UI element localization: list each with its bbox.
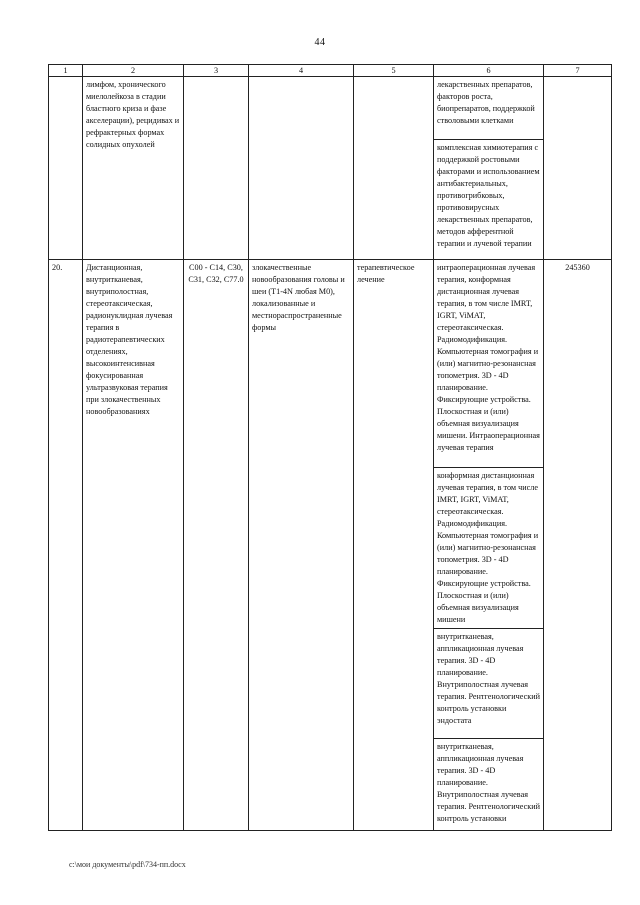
method-cell: интраоперационная лучевая терапия, конформная дистанционная лучевая терапия, в том числе IMRT, IGRT, ViMAT, стереотаксическая. Радиомодификация. Компьютерная томография и (или) магнитно-резонансная топометрия. 3D - 4D планирование. Фиксирующие устройства. Плоскостная и (или) объемная визуализация мишени. Интраоперационная лучевая терапия	[434, 260, 544, 468]
table-row	[49, 260, 612, 468]
method-cell: комплексная химиотерапия с поддержкой ростовыми факторами и использованием антибактериальных, противогрибковых, противовирусных лекарственных препаратов, методов афферентной терапии и лучевой терапии	[434, 140, 544, 260]
page-number: 44	[314, 37, 326, 48]
cost-cell: 245360	[544, 260, 612, 831]
header-row	[49, 65, 612, 77]
column-header-6: 6	[434, 65, 544, 77]
model-cell: злокачественные новообразования головы и шеи (T1-4N любая M0), локализованные и местнораспространенные формы	[249, 260, 354, 831]
column-header-3: 3	[184, 65, 249, 77]
method-cell: лекарственных препаратов, факторов роста, биопрепаратов, поддержкой стволовыми клетками	[434, 77, 544, 140]
name-cell: лимфом, хронического миелолейкоза в стадии бластного криза и фазе акселерации), рецидивах и рефрактерных формах солидных опухолей	[83, 77, 184, 260]
column-header-1: 1	[49, 65, 83, 77]
column-header-5: 5	[354, 65, 434, 77]
name-cell: Дистанционная, внутритканевая, внутриполостная, стереотаксическая, радионуклидная лучевая терапия в радиотерапевтических отделениях, высокоинтенсивная фокусированная ультразвуковая терапия при злокачественных новообразованиях	[83, 260, 184, 831]
model-cell	[249, 77, 354, 260]
column-header-7: 7	[544, 65, 612, 77]
icd-cell: C00 - C14, C30, C31, C32, C77.0	[184, 260, 249, 831]
method-cell: внутритканевая, аппликационная лучевая терапия. 3D - 4D планирование. Внутриполостная лучевая терапия. Рентгенологический контроль установки	[434, 739, 544, 831]
table-row	[49, 77, 612, 140]
medical-care-table	[48, 64, 612, 831]
icd-cell	[184, 77, 249, 260]
footer-file-path: c:\мои документы\pdf\734-пп.docx	[69, 860, 186, 869]
method-cell: конформная дистанционная лучевая терапия, в том числе IMRT, IGRT, ViMAT, стереотаксическая. Радиомодификация. Компьютерная томография и (или) магнитно-резонансная топометрия. 3D - 4D планирование. Фиксирующие устройства. Плоскостная и (или) объемная визуализация мишени	[434, 468, 544, 629]
treatment-cell: терапевтическое лечение	[354, 260, 434, 831]
cost-cell	[544, 77, 612, 260]
row-number-cell	[49, 77, 83, 260]
column-header-2: 2	[83, 65, 184, 77]
row-number-cell: 20.	[49, 260, 83, 831]
treatment-cell	[354, 77, 434, 260]
method-cell: внутритканевая, аппликационная лучевая терапия. 3D - 4D планирование. Внутриполостная лучевая терапия. Рентгенологический контроль установки эндостата	[434, 629, 544, 739]
column-header-4: 4	[249, 65, 354, 77]
